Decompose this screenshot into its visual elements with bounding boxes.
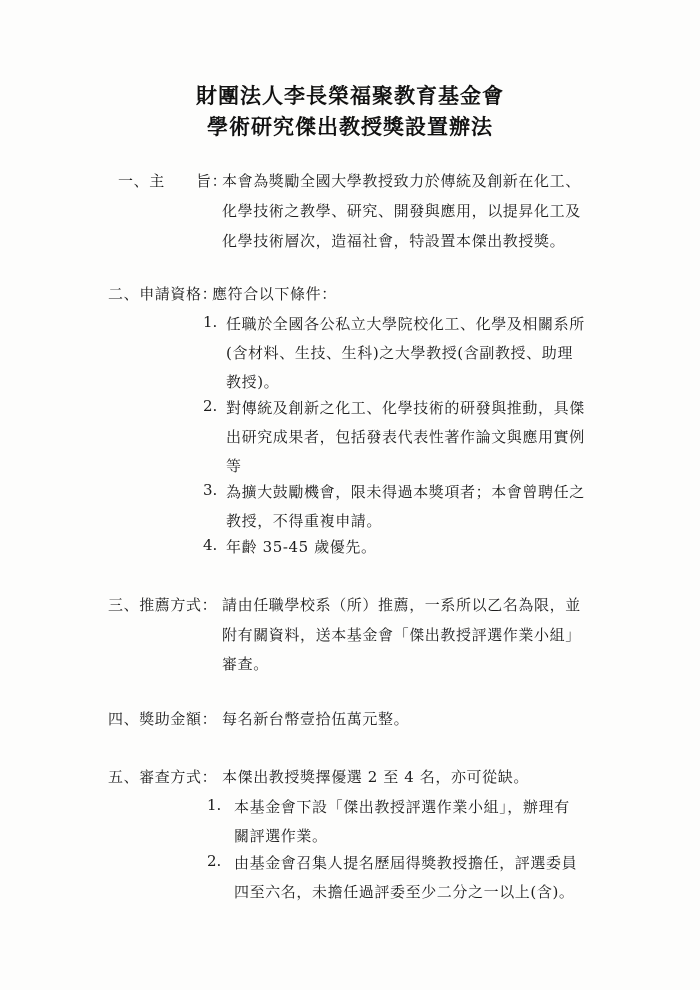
list-item-number: 1. bbox=[207, 796, 222, 814]
section-intro: 本傑出教授獎擇優選 2 至 4 名，亦可從缺。 bbox=[222, 768, 529, 786]
list-item-text: (含材料、生技、生科)之大學教授(含副教授、助理 bbox=[226, 344, 573, 362]
section-label: 三、推薦方式： bbox=[108, 596, 218, 614]
document-title-line2: 學術研究傑出教授獎設置辦法 bbox=[207, 114, 493, 139]
section-label: 一、主 旨： bbox=[118, 172, 228, 190]
section-text-line: 請由任職學校系（所）推薦，一系所以乙名為限，並 bbox=[222, 596, 581, 614]
list-item-text: 對傳統及創新之化工、化學技術的研發與推動，具傑 bbox=[226, 399, 585, 417]
list-item-text: 年齡 35-45 歲優先。 bbox=[226, 538, 377, 556]
list-item-number: 4. bbox=[203, 536, 218, 554]
list-item-text: 本基金會下設「傑出教授評選作業小組」，辦理有 bbox=[234, 798, 570, 816]
section-text-line: 本會為獎勵全國大學教授致力於傳統及創新在化工、 bbox=[222, 172, 581, 190]
list-item-text: 教授，不得重複申請。 bbox=[226, 512, 383, 530]
list-item-number: 2. bbox=[207, 852, 222, 870]
document-title-line1: 財團法人李長榮福聚教育基金會 bbox=[196, 83, 504, 108]
list-item-number: 1. bbox=[203, 313, 218, 331]
section-text-line: 化學技術之教學、研究、開發與應用，以提昇化工及 bbox=[222, 202, 581, 220]
list-item-text: 四至六名，未擔任過評委至少二分之一以上(含)。 bbox=[234, 883, 575, 901]
list-item-text: 等 bbox=[226, 457, 242, 475]
list-item-text: 教授)。 bbox=[226, 373, 280, 391]
section-label: 四、獎助金額： bbox=[108, 710, 218, 728]
section-text-line: 審查。 bbox=[222, 655, 269, 673]
list-item-text: 由基金會召集人提名歷屆得獎教授擔任，評選委員 bbox=[234, 854, 578, 872]
list-item-text: 為擴大鼓勵機會，限未得過本獎項者；本會曾聘任之 bbox=[226, 483, 585, 501]
list-item-text: 出研究成果者，包括發表代表性著作論文與應用實例 bbox=[226, 428, 585, 446]
section-text-line: 化學技術層次，造福社會，特設置本傑出教授獎。 bbox=[222, 232, 566, 250]
section-text-line: 每名新台幣壹拾伍萬元整。 bbox=[222, 710, 410, 728]
list-item-number: 2. bbox=[203, 397, 218, 415]
list-item-text: 任職於全國各公私立大學院校化工、化學及相關系所 bbox=[226, 315, 585, 333]
section-text-line: 附有關資料，送本基金會「傑出教授評選作業小組」 bbox=[222, 626, 581, 644]
section-intro: 應符合以下條件： bbox=[212, 285, 337, 303]
list-item-number: 3. bbox=[203, 481, 218, 499]
section-label: 二、申請資格： bbox=[108, 285, 218, 303]
section-label: 五、審查方式： bbox=[108, 768, 218, 786]
list-item-text: 關評選作業。 bbox=[234, 827, 328, 845]
